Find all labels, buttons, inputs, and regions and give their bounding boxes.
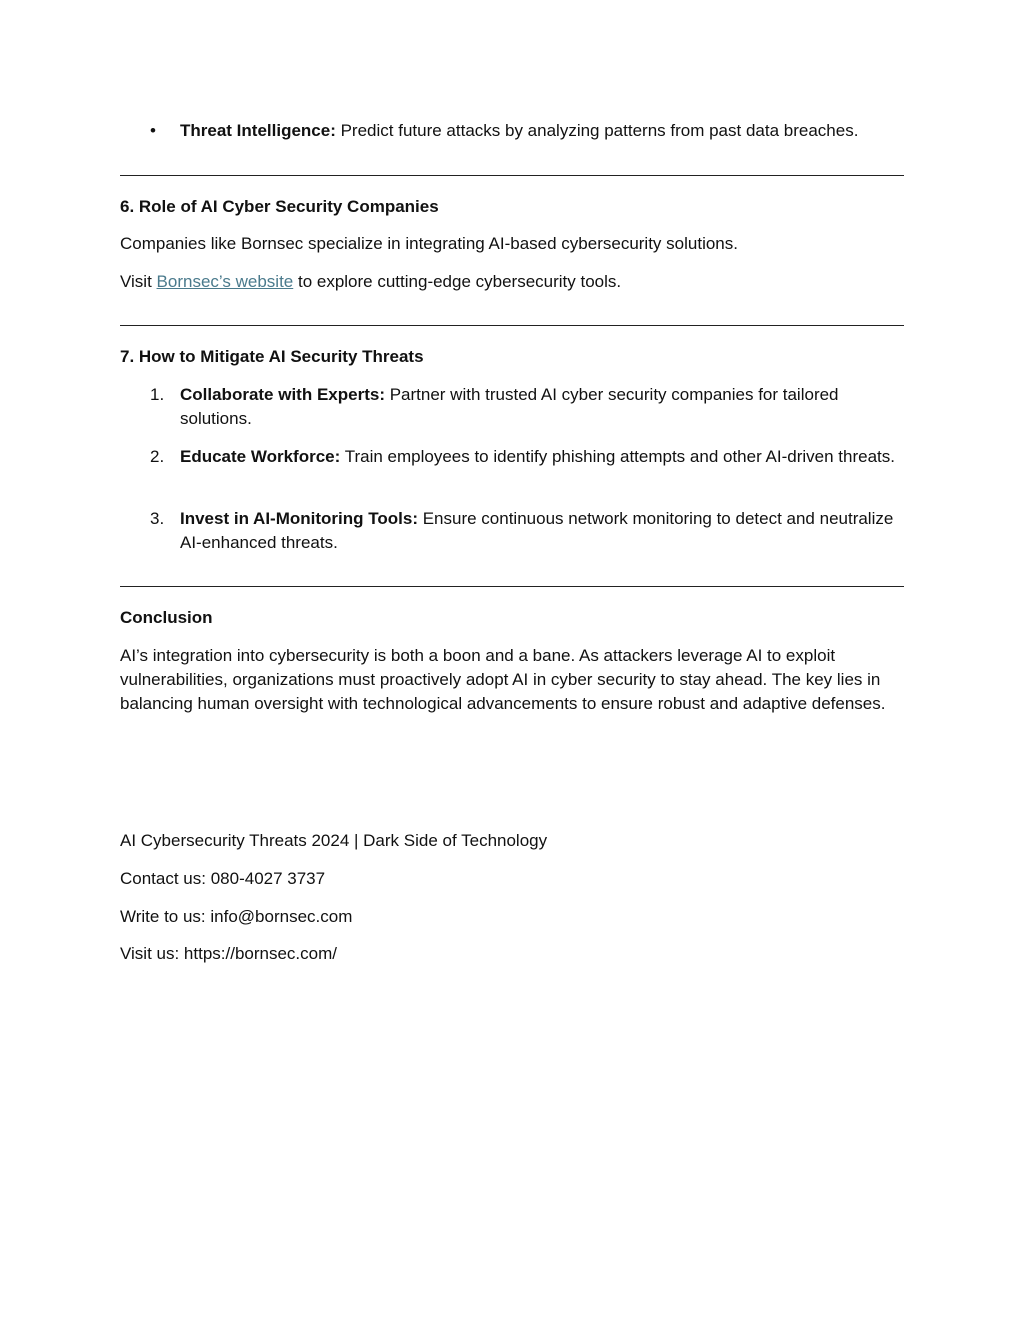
- footer-website: Visit us: https://bornsec.com/: [120, 944, 337, 963]
- list-number: 1.: [150, 385, 165, 404]
- bullet-icon: •: [150, 121, 156, 140]
- paragraph: Companies like Bornsec specialize in integrating AI-based cybersecurity solutions.: [120, 234, 738, 253]
- section-heading: Conclusion: [120, 608, 213, 627]
- visit-suffix: to explore cutting-edge cybersecurity tools.: [293, 272, 622, 291]
- list-item-text: [180, 119, 910, 143]
- list-item-body: Predict future attacks by analyzing patterns from past data breaches.: [335, 121, 859, 140]
- bornsec-website-link[interactable]: Bornsec’s website: [156, 272, 294, 291]
- horizontal-divider: [120, 325, 904, 326]
- list-item-body: Train employees to identify phishing attempts and other AI-driven threats.: [340, 447, 895, 466]
- visit-paragraph: [120, 270, 904, 294]
- list-number: 3.: [150, 509, 165, 528]
- list-item-text: [180, 383, 902, 431]
- footer-title: AI Cybersecurity Threats 2024 | Dark Side of Technology: [120, 831, 548, 850]
- list-item-body: Partner with trusted AI cyber security companies for tailored solutions.: [180, 385, 839, 428]
- list-item-text: [180, 507, 902, 555]
- list-item-body: Ensure continuous network monitoring to detect and neutralize AI-enhanced threats.: [180, 509, 894, 552]
- horizontal-divider: [120, 586, 904, 587]
- visit-prefix: Visit: [120, 272, 157, 291]
- footer-email: Write to us: info@bornsec.com: [120, 907, 353, 926]
- conclusion-paragraph: AI’s integration into cybersecurity is both a boon and a bane. As attackers leverage AI to exploit vulnerabilities, organizations must proactively adopt AI in cyber security to stay ahead. The key lies in balancing human oversight with technological advancements to ensure robust and adaptive defenses.: [120, 646, 886, 713]
- list-item-label: Invest in AI-Monitoring Tools:: [180, 509, 418, 528]
- list-number: 2.: [150, 447, 165, 466]
- list-item-label: Threat Intelligence:: [180, 121, 336, 140]
- section-heading: 6. Role of AI Cyber Security Companies: [120, 197, 439, 216]
- list-item-text: [180, 445, 902, 469]
- list-item-label: Collaborate with Experts:: [180, 385, 385, 404]
- list-item-label: Educate Workforce:: [180, 447, 341, 466]
- horizontal-divider: [120, 175, 904, 176]
- footer-contact: Contact us: 080-4027 3737: [120, 869, 326, 888]
- section-heading: 7. How to Mitigate AI Security Threats: [120, 347, 424, 366]
